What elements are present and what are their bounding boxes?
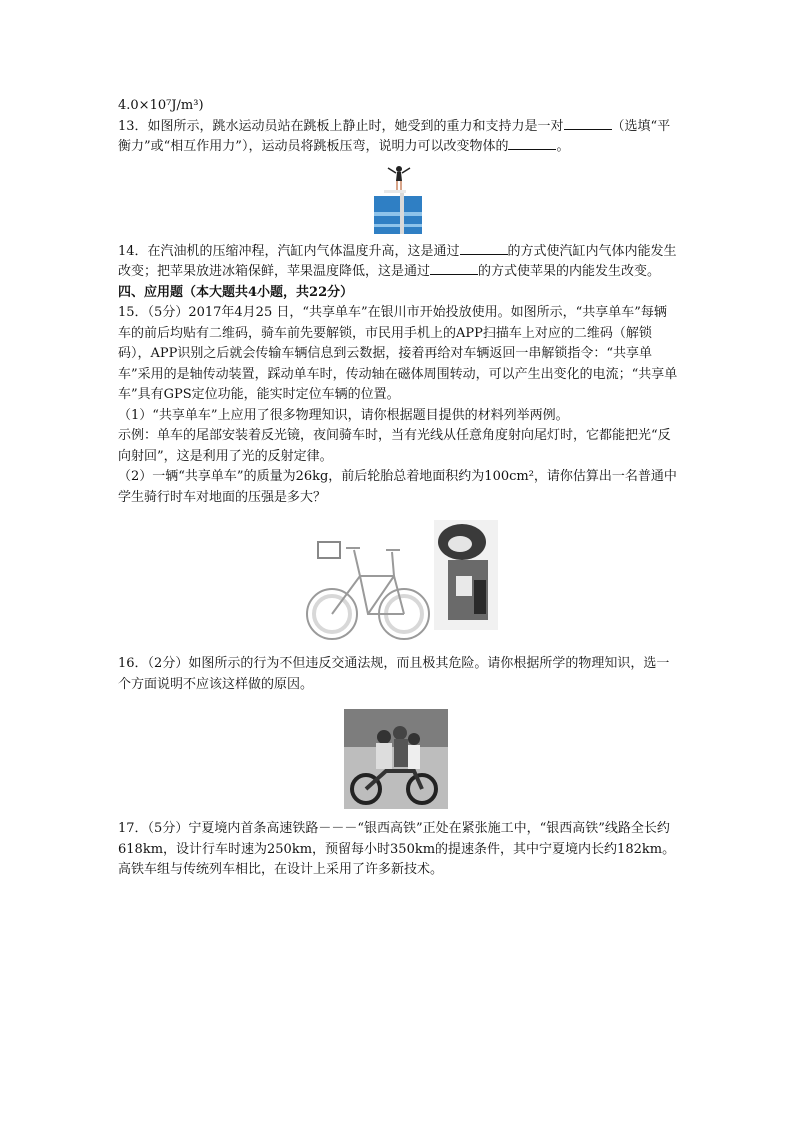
q15-sub2: （2）一辆“共享单车”的质量为26kg，前后轮胎总着地面积约为100cm²，请你估算出一名普通中学生骑行时车对地面的压强是多大？	[118, 469, 677, 505]
q14-text-3: 的方式使苹果的内能发生改变。	[478, 264, 661, 279]
q13-blank-2[interactable]	[508, 137, 556, 150]
question-16: 16．（2分）如图所示的行为不但违反交通法规，而且极其危险。请你根据所学的物理知识，选一个方面说明不应该这样做的原因。	[118, 656, 670, 692]
smart-lock-image	[434, 520, 498, 630]
q13-blank-1[interactable]	[564, 117, 612, 130]
q15-sub1: （1）“共享单车”上应用了很多物理知识，请你根据题目提供的材料列举两例。	[118, 407, 569, 423]
q13-text-2: （选填“平衡力”或“相互作用力”），运动员将跳板压弯，说明力可以改变物体的	[118, 118, 671, 154]
q13-text-1: 13．如图所示，跳水运动员站在跳板上静止时，她受到的重力和支持力是一对	[118, 118, 564, 134]
question-17: 17．（5分）宁夏境内首条高速铁路－－－“银西高铁”正处在紧张施工中，“银西高铁”线路全长约618km，设计行车时速为250km，预留每小时350km的提速条件，其中宁夏境内长约182km。高铁车组与传统列车相比，在设计上采用了许多新技术。	[118, 821, 676, 877]
q14-blank-2[interactable]	[430, 262, 478, 275]
q15-example: 示例：单车的尾部安装着反光镜，夜间骑车时，当有光线从任意角度射向尾灯时，它都能把光“反向射回”，这是利用了光的反射定律。	[118, 428, 671, 464]
bicycle-image	[307, 542, 429, 639]
q13-text-3: 。	[556, 139, 570, 154]
exam-page	[118, 96, 678, 881]
section-4-heading: 四、应用题（本大题共4小题，共22分）	[118, 284, 354, 300]
q15-intro: 15．（5分）2017年4月25 日，“共享单车”在银川市开始投放使用。如图所示，“共享单车”每辆车的前后均贴有二维码，骑车前先要解锁，市民用手机上的APP扫描车上对应的二维码（解锁码），APP识别之后就会传输车辆信息到云数据，接着再给对车辆返回一串解锁指令：“共享单车”采用的是轴传动装置，踩动单车时，传动轴在磁体周围转动，可以产生出变化的电流；“共享单车”具有GPS定位功能，能实时定位车辆的位置。	[118, 305, 678, 402]
shared-bike-images	[298, 520, 498, 644]
diver-on-springboard-image	[374, 164, 422, 234]
question-14	[118, 242, 678, 283]
q14-blank-1[interactable]	[460, 242, 508, 255]
q14-text-1: 14．在汽油机的压缩冲程，汽缸内气体温度升高，这是通过	[118, 243, 460, 259]
motorcycle-overload-image	[344, 709, 448, 809]
q14-text-2: 的方式使汽缸内气体内能发生改变；把苹果放进冰箱保鲜，苹果温度降低，这是通过	[118, 243, 677, 279]
question-13	[118, 117, 678, 158]
q12-tail: 4.0×10⁷J/m³)	[118, 98, 204, 113]
